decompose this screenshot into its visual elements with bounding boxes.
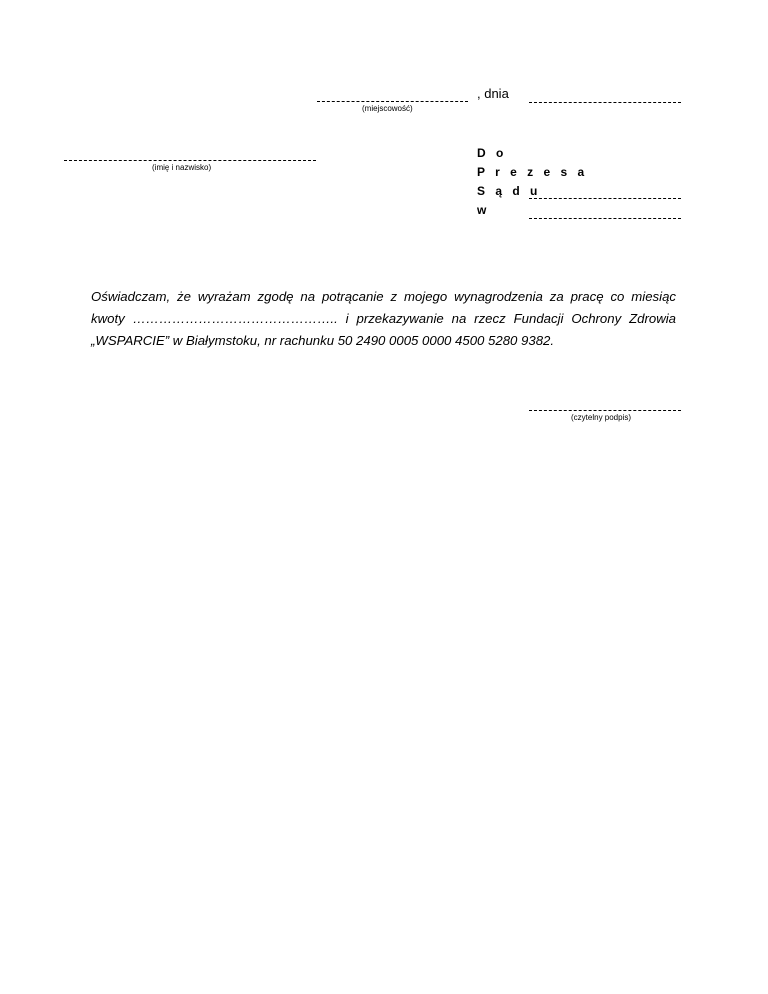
statement-line-2: kwoty ……………………………………….. i przekazywanie na rzecz Fundacji Ochrony Zdrowia [91,311,676,326]
date-prefix: , dnia [477,86,509,101]
date-field-line[interactable] [529,102,681,103]
place-field-line[interactable] [317,101,468,102]
recipient-line-w: w [477,203,490,217]
statement-line-3: „WSPARCIE” w Białymstoku, nr rachunku 50 2490 0005 0000 4500 5280 9382. [91,333,555,348]
recipient-line-do: D o [477,146,507,160]
statement-line-1: Oświadczam, że wyrażam zgodę na potrącanie z mojego wynagrodzenia za pracę co miesiąc [91,289,676,304]
court-city-field-line[interactable] [529,218,681,219]
signature-caption: (czytelny podpis) [571,413,632,422]
name-caption: (imię i nazwisko) [152,163,212,172]
court-name-field-line[interactable] [529,198,681,199]
place-caption: (miejscowość) [362,104,413,113]
recipient-line-prezesa: P r e z e s a [477,165,588,179]
statement-paragraph [91,286,676,352]
name-field-line[interactable] [64,160,316,161]
recipient-line-sadu: S ą d u [477,184,541,198]
recipient-block [477,144,588,220]
signature-field-line[interactable] [529,410,681,411]
